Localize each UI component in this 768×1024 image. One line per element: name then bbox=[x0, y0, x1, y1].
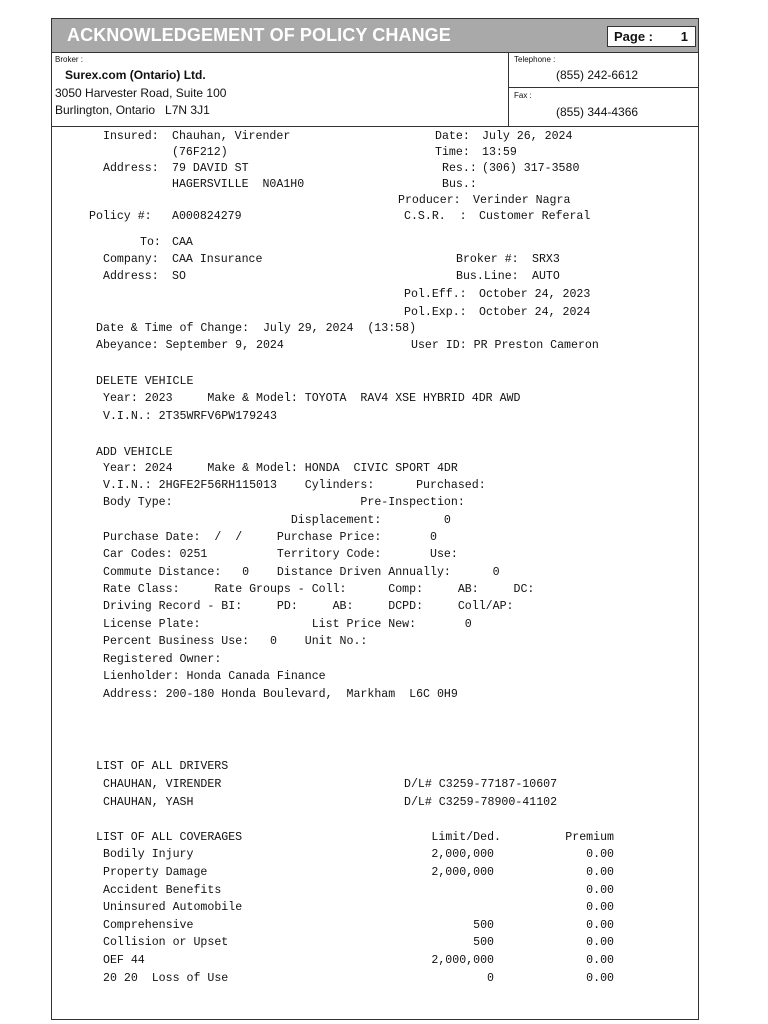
coverage-limit: 2,000,000 bbox=[431, 954, 494, 967]
add-vehicle-line: Purchase Date: / / Purchase Price: 0 bbox=[103, 531, 437, 544]
add-vehicle-line: Year: 2024 Make & Model: HONDA CIVIC SPORT 4DR bbox=[103, 462, 458, 475]
company-address-value: SO bbox=[172, 270, 186, 283]
fax-number: (855) 344-4366 bbox=[556, 105, 639, 119]
coverage-premium: 0.00 bbox=[586, 972, 614, 985]
coverage-name: OEF 44 bbox=[103, 954, 145, 967]
bus-label: Bus.: bbox=[442, 178, 477, 191]
date-label: Date: bbox=[435, 130, 470, 143]
res-label: Res.: bbox=[442, 162, 477, 175]
delete-vehicle-heading: DELETE VEHICLE bbox=[96, 375, 194, 388]
user-id: User ID: PR Preston Cameron bbox=[411, 339, 599, 352]
drivers-heading: LIST OF ALL DRIVERS bbox=[96, 760, 229, 773]
add-vehicle-line: Address: 200-180 Honda Boulevard, Markham L6C 0H9 bbox=[103, 688, 458, 701]
driver-license: D/L# C3259-78900-41102 bbox=[404, 796, 558, 809]
document-title: ACKNOWLEDGEMENT OF POLICY CHANGE bbox=[67, 25, 451, 45]
header-divider-vertical bbox=[508, 53, 509, 126]
insured-city: HAGERSVILLE N0A1H0 bbox=[172, 178, 305, 191]
coverage-name: Bodily Injury bbox=[103, 848, 194, 861]
address-label: Address: bbox=[103, 162, 159, 175]
limit-header: Limit/Ded. bbox=[431, 831, 501, 844]
add-vehicle-line: Displacement: 0 bbox=[103, 514, 451, 527]
coverage-premium: 0.00 bbox=[586, 866, 614, 879]
page-label: Page : bbox=[614, 29, 654, 44]
coverage-premium: 0.00 bbox=[586, 954, 614, 967]
coverages-heading: LIST OF ALL COVERAGES bbox=[96, 831, 243, 844]
title-bar bbox=[52, 19, 698, 53]
coverage-limit: 500 bbox=[473, 936, 494, 949]
coverage-premium: 0.00 bbox=[586, 884, 614, 897]
page-indicator bbox=[607, 26, 696, 47]
coverage-name: Uninsured Automobile bbox=[103, 901, 243, 914]
add-vehicle-line: Commute Distance: 0 Distance Driven Annually: 0 bbox=[103, 566, 500, 579]
add-vehicle-line: Lienholder: Honda Canada Finance bbox=[103, 670, 326, 683]
polexp-label: Pol.Exp.: bbox=[404, 306, 467, 319]
date-time-of-change: Date & Time of Change: July 29, 2024 (13:58) bbox=[96, 322, 417, 335]
company-label: Company: bbox=[103, 253, 159, 266]
coverage-name: Collision or Upset bbox=[103, 936, 229, 949]
insured-code: (76F212) bbox=[172, 146, 228, 159]
add-vehicle-line: Car Codes: 0251 Territory Code: Use: bbox=[103, 548, 458, 561]
add-vehicle-line: License Plate: List Price New: 0 bbox=[103, 618, 472, 631]
producer-value: Verinder Nagra bbox=[473, 194, 571, 207]
broker-address-line1: 3050 Harvester Road, Suite 100 bbox=[55, 86, 227, 100]
poleff-label: Pol.Eff.: bbox=[404, 288, 467, 301]
telephone-number: (855) 242-6612 bbox=[556, 68, 639, 82]
coverage-limit: 500 bbox=[473, 919, 494, 932]
add-vehicle-line: V.I.N.: 2HGFE2F56RH115013 Cylinders: Purchased: bbox=[103, 479, 486, 492]
csr-label: C.S.R. : bbox=[404, 210, 467, 223]
poleff-value: October 24, 2023 bbox=[479, 288, 591, 301]
driver-license: D/L# C3259-77187-10607 bbox=[404, 778, 558, 791]
coverage-premium: 0.00 bbox=[586, 936, 614, 949]
add-vehicle-line: Percent Business Use: 0 Unit No.: bbox=[103, 635, 368, 648]
add-vehicle-line: Registered Owner: bbox=[103, 653, 222, 666]
coverage-premium: 0.00 bbox=[586, 901, 614, 914]
policy-change-document bbox=[51, 18, 699, 1020]
add-vehicle-heading: ADD VEHICLE bbox=[96, 446, 173, 459]
date-value: July 26, 2024 bbox=[482, 130, 573, 143]
busline-value: AUTO bbox=[532, 270, 560, 283]
polexp-value: October 24, 2024 bbox=[479, 306, 591, 319]
broker-header bbox=[52, 53, 698, 127]
coverage-limit: 2,000,000 bbox=[431, 848, 494, 861]
broker-address-line2: Burlington, Ontario L7N 3J1 bbox=[55, 103, 210, 117]
coverage-name: Comprehensive bbox=[103, 919, 194, 932]
csr-value: Customer Referal bbox=[479, 210, 591, 223]
coverage-premium: 0.00 bbox=[586, 919, 614, 932]
coverage-name: 20 20 Loss of Use bbox=[103, 972, 229, 985]
company-value: CAA Insurance bbox=[172, 253, 263, 266]
company-address-label: Address: bbox=[103, 270, 159, 283]
add-vehicle-line: Driving Record - BI: PD: AB: DCPD: Coll/AP: bbox=[103, 600, 514, 613]
delete-vehicle-line: Year: 2023 Make & Model: TOYOTA RAV4 XSE HYBRID 4DR AWD bbox=[103, 392, 521, 405]
insured-name: Chauhan, Virender bbox=[172, 130, 291, 143]
driver-name: CHAUHAN, YASH bbox=[103, 796, 194, 809]
coverage-premium: 0.00 bbox=[586, 848, 614, 861]
insured-street: 79 DAVID ST bbox=[172, 162, 249, 175]
time-label: Time: bbox=[435, 146, 470, 159]
policy-number: A000824279 bbox=[172, 210, 242, 223]
busline-label: Bus.Line: bbox=[456, 270, 519, 283]
coverage-name: Property Damage bbox=[103, 866, 208, 879]
policy-label: Policy #: bbox=[89, 210, 152, 223]
broker-name: Surex.com (Ontario) Ltd. bbox=[65, 68, 206, 82]
page-number: 1 bbox=[680, 29, 688, 44]
coverage-name: Accident Benefits bbox=[103, 884, 222, 897]
delete-vehicle-vin: V.I.N.: 2T35WRFV6PW179243 bbox=[103, 410, 277, 423]
coverage-limit: 2,000,000 bbox=[431, 866, 494, 879]
add-vehicle-line: Rate Class: Rate Groups - Coll: Comp: AB: DC: bbox=[103, 583, 535, 596]
driver-name: CHAUHAN, VIRENDER bbox=[103, 778, 222, 791]
producer-label: Producer: bbox=[398, 194, 461, 207]
broker-no-label: Broker #: bbox=[456, 253, 519, 266]
time-value: 13:59 bbox=[482, 146, 517, 159]
abeyance: Abeyance: September 9, 2024 bbox=[96, 339, 284, 352]
telephone-label: Telephone : bbox=[514, 55, 556, 64]
res-phone: (306) 317-3580 bbox=[482, 162, 580, 175]
broker-label: Broker : bbox=[55, 55, 84, 64]
to-value: CAA bbox=[172, 236, 193, 249]
to-label: To: bbox=[140, 236, 161, 249]
insured-label: Insured: bbox=[103, 130, 159, 143]
premium-header: Premium bbox=[565, 831, 614, 844]
document-body bbox=[52, 127, 698, 1017]
header-divider-horizontal bbox=[508, 87, 698, 88]
coverage-limit: 0 bbox=[487, 972, 494, 985]
add-vehicle-line: Body Type: Pre-Inspection: bbox=[103, 496, 465, 509]
fax-label: Fax : bbox=[514, 91, 532, 100]
broker-no-value: SRX3 bbox=[532, 253, 560, 266]
